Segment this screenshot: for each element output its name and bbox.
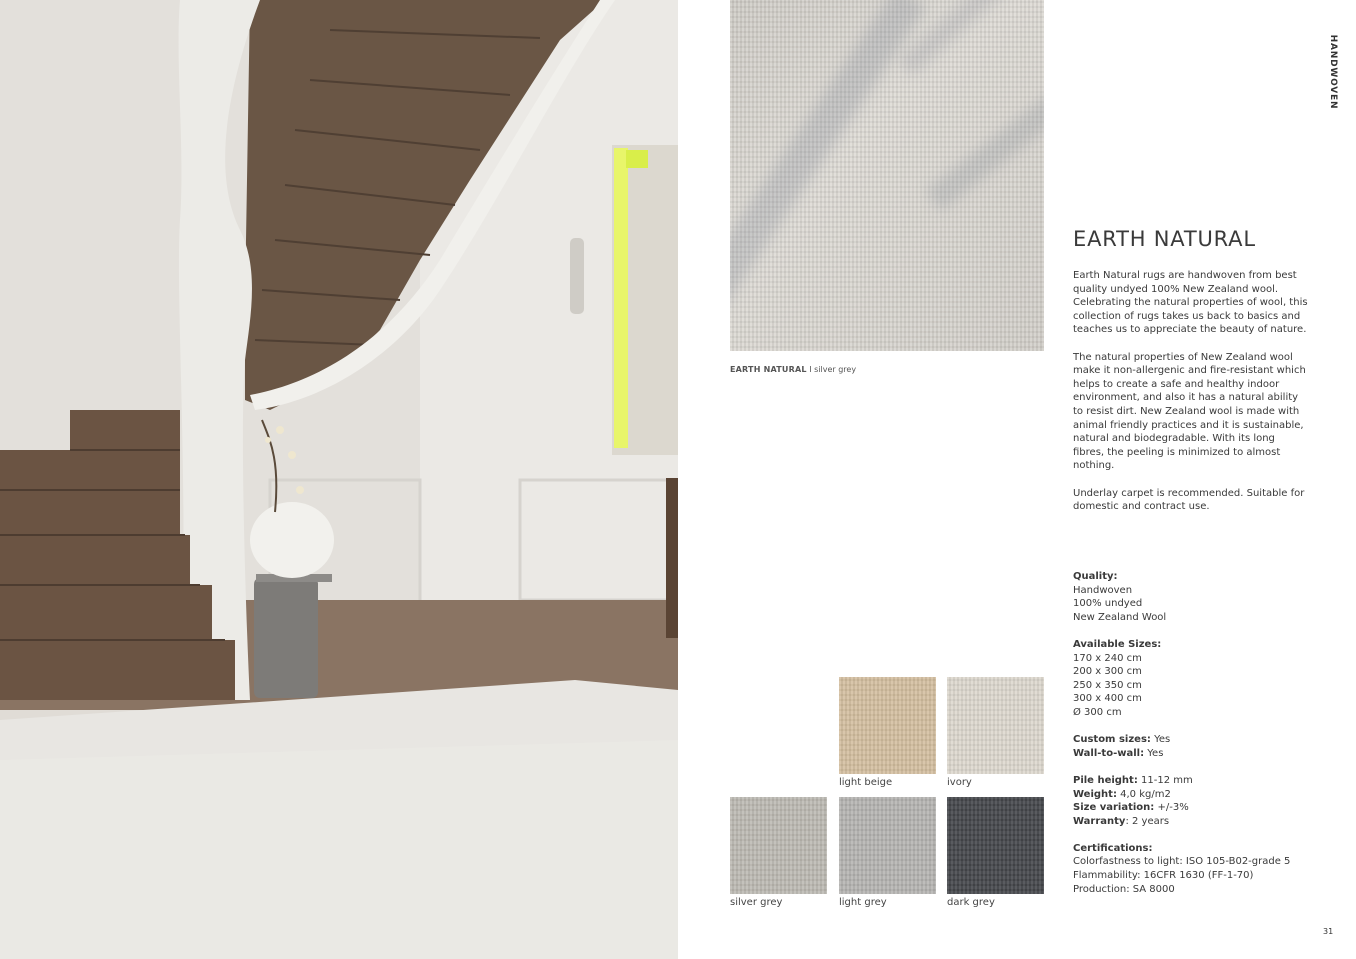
description-paragraph-3: Underlay carpet is recommended. Suitable for domestic and contract use. (1073, 487, 1305, 513)
spec-quality-line: New Zealand Wool (1073, 611, 1167, 623)
swatch-light-grey (839, 797, 936, 894)
swatch-ivory (947, 677, 1044, 774)
spec-size: Ø 300 cm (1073, 706, 1122, 718)
product-title: EARTH NATURAL (1073, 227, 1256, 251)
spec-physical-group (1073, 774, 1323, 828)
spec-quality (1073, 570, 1323, 624)
caption-name: EARTH NATURAL (730, 365, 807, 374)
section-side-label: HANDWOVEN (1328, 34, 1338, 110)
swatch-dark-grey (947, 797, 1044, 894)
spec-warranty-value: : 2 years (1125, 815, 1170, 827)
main-swatch-image (730, 0, 1044, 351)
product-description (1073, 269, 1309, 527)
spec-size: 300 x 400 cm (1073, 693, 1142, 705)
spec-custom-label: Custom sizes: (1073, 734, 1151, 746)
spec-size: 170 x 240 cm (1073, 652, 1142, 664)
spec-certs-label: Certifications: (1073, 842, 1153, 854)
swatch-label: light beige (839, 777, 893, 788)
spec-variation-label: Size variation: (1073, 802, 1155, 814)
swatch-label: light grey (839, 897, 887, 908)
spec-warranty-label: Warranty (1073, 815, 1126, 827)
spec-cert-line: Production: SA 8000 (1073, 883, 1175, 895)
page-number: 31 (1323, 927, 1334, 936)
spec-quality-line: Handwoven (1073, 584, 1133, 596)
spec-cert-line: Flammability: 16CFR 1630 (FF-1-70) (1073, 870, 1254, 882)
spec-certifications (1073, 842, 1323, 896)
spec-pile-label: Pile height: (1073, 774, 1138, 786)
caption-color: I silver grey (809, 365, 857, 374)
spec-variation-value: +/-3% (1157, 802, 1189, 814)
product-specs (1073, 570, 1323, 910)
spec-size: 200 x 300 cm (1073, 666, 1142, 678)
description-paragraph-2: The natural properties of New Zealand wool make it non-allergenic and fire-resistant which helps to create a safe and healthy indoor environment, and also it has a natural ability to resist dirt. New Zealand wool is made with animal friendly practices and it is sustainable, natural and biodegradable. With its long fibres, the peeling is minimized to almost nothing. (1073, 351, 1306, 472)
swatch-label: ivory (947, 777, 972, 788)
spec-custom-value: Yes (1154, 734, 1171, 746)
swatch-label: dark grey (947, 897, 995, 908)
description-paragraph-1: Earth Natural rugs are handwoven from best quality undyed 100% New Zealand wool. Celebrating the natural properties of wool, this collection of rugs takes us back to basics and teaches us to appreciate the beauty of nature. (1073, 270, 1308, 336)
spec-quality-label: Quality: (1073, 571, 1118, 582)
spec-cert-line: Colorfastness to light: ISO 105-B02-grade 5 (1073, 856, 1291, 868)
spec-weight-value: 4,0 kg/m2 (1120, 788, 1171, 800)
swatch-light-beige (839, 677, 936, 774)
main-swatch-caption (730, 365, 856, 374)
spec-wall-label: Wall-to-wall: (1073, 747, 1145, 759)
spec-size: 250 x 350 cm (1073, 679, 1142, 691)
swatch-label: silver grey (730, 897, 783, 908)
spec-custom-group (1073, 733, 1323, 760)
spec-pile-value: 11-12 mm (1141, 774, 1193, 786)
spec-sizes (1073, 638, 1323, 720)
spec-weight-label: Weight: (1073, 788, 1117, 800)
spec-quality-line: 100% undyed (1073, 598, 1143, 610)
spec-wall-value: Yes (1147, 747, 1164, 759)
spec-sizes-label: Available Sizes: (1073, 638, 1162, 650)
swatch-silver-grey (730, 797, 827, 894)
